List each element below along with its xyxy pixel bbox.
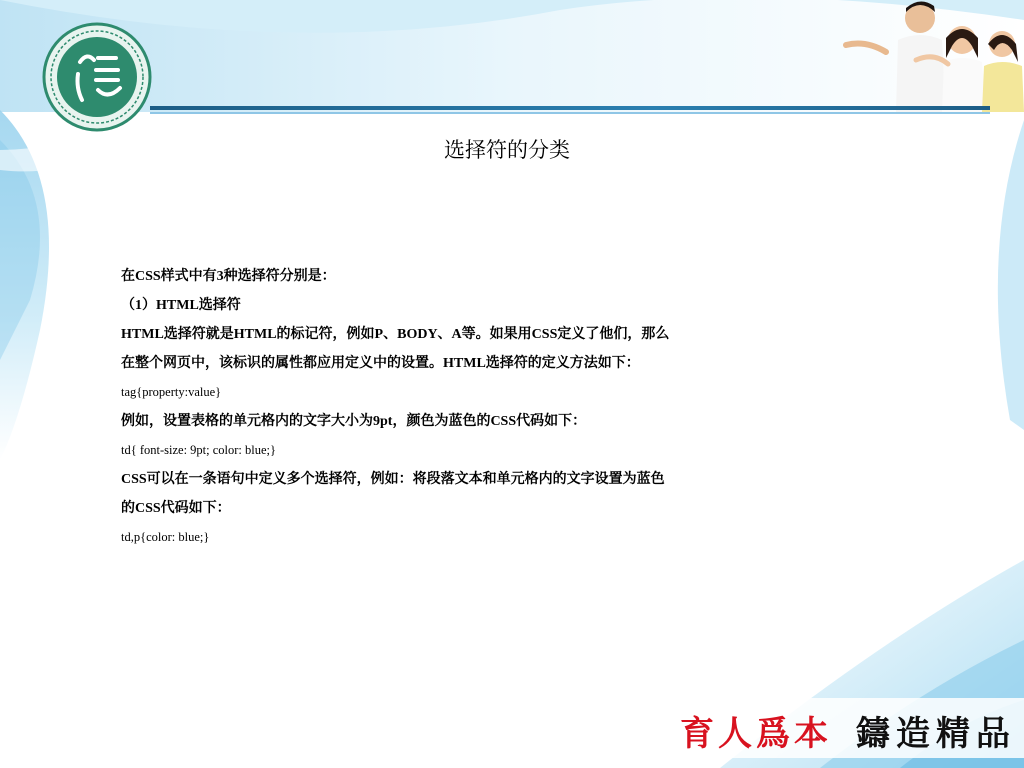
- body-line: 例如，设置表格的单元格内的文字大小为9pt，颜色为蓝色的CSS代码如下：: [121, 414, 587, 429]
- students-group-photo-icon: [836, 0, 1024, 112]
- slide-title: 选择符的分类: [444, 138, 570, 162]
- body-line: 在整个网页中，该标识的属性都应用定义中的设置。HTML选择符的定义方法如下：: [121, 356, 640, 371]
- header-rule: [150, 106, 990, 110]
- body-line: （1）HTML选择符: [121, 298, 241, 313]
- code-line: td{ font-size: 9pt; color: blue;}: [121, 443, 277, 457]
- code-line: td,p{color: blue;}: [121, 530, 210, 544]
- body-line: 的CSS代码如下：: [121, 501, 231, 516]
- body-line: CSS可以在一条语句中定义多个选择符，例如：将段落文本和单元格内的文字设置为蓝色: [121, 472, 665, 487]
- motto-black: 鑄造精品: [856, 714, 1016, 754]
- header-rule-accent: [150, 112, 990, 114]
- code-line: tag{property:value}: [121, 385, 222, 399]
- body-line: HTML选择符就是HTML的标记符，例如P、BODY、A等。如果用CSS定义了他们，那么: [121, 327, 670, 342]
- slide-body: [121, 262, 811, 552]
- body-line: 在CSS样式中有3种选择符分别是：: [121, 269, 336, 284]
- school-seal-logo-icon: [42, 22, 152, 132]
- motto-red: 育人爲本: [680, 714, 832, 754]
